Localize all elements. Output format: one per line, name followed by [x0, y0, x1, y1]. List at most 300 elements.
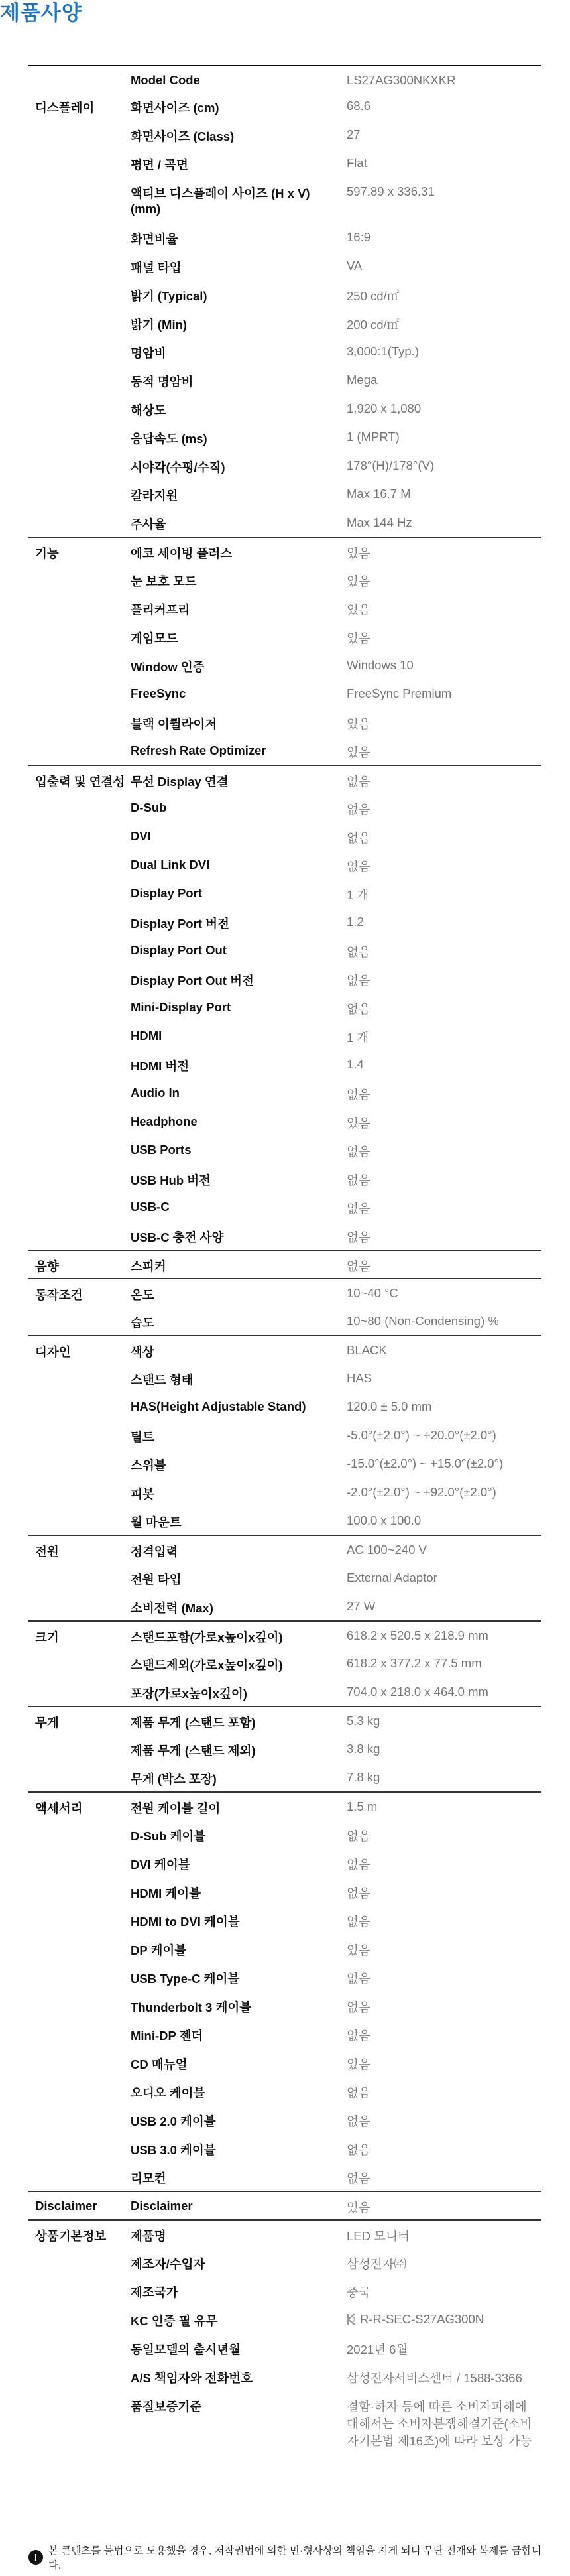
spec-category: [28, 395, 129, 423]
spec-row: [28, 708, 542, 737]
spec-value: 7.8 kg: [347, 1770, 380, 1784]
spec-category: [28, 252, 129, 281]
spec-row: [28, 2248, 542, 2277]
spec-value: 없음: [347, 1858, 370, 1872]
spec-row: [28, 2163, 542, 2191]
spec-label: Mini-DP 젠더: [131, 2029, 203, 2043]
spec-row: [28, 1079, 542, 1108]
spec-label: 무선 Display 연결: [129, 765, 347, 794]
spec-row: [28, 1935, 542, 1963]
spec-value: 있음: [347, 745, 370, 759]
spec-row: [28, 2106, 542, 2134]
spec-category: [28, 2391, 129, 2457]
spec-value: Max 16.7 M: [347, 487, 411, 501]
spec-value: 없음: [347, 860, 370, 873]
spec-value: Windows 10: [347, 658, 414, 672]
spec-value: 없음: [347, 765, 542, 794]
spec-value: 27: [347, 127, 361, 141]
spec-label: 응답속도 (ms): [131, 432, 207, 446]
spec-category: [28, 281, 129, 309]
spec-value: 1 개: [347, 1031, 369, 1045]
spec-label: HDMI: [131, 1029, 162, 1043]
spec-category: [28, 1307, 129, 1336]
spec-category: [28, 1678, 129, 1707]
spec-row: [28, 509, 542, 537]
spec-label: 화면비율: [131, 232, 178, 246]
spec-category: 액세서리: [28, 1792, 129, 1821]
spec-value: 1 개: [347, 888, 369, 902]
spec-label: 블랙 이퀄라이저: [131, 717, 217, 731]
spec-category: [28, 1592, 129, 1621]
spec-value: 삼성전자서비스센터 / 1588-3366: [347, 2371, 522, 2385]
spec-row: [28, 309, 542, 338]
spec-value: -15.0°(±2.0°) ~ +15.0°(±2.0°): [347, 1456, 504, 1470]
spec-value: 없음: [347, 1173, 370, 1187]
spec-row: [28, 1592, 542, 1621]
spec-category: [28, 1564, 129, 1592]
spec-value: 없음: [347, 1230, 370, 1244]
spec-row: [28, 1963, 542, 1992]
spec-value: 178°(H)/178°(V): [347, 458, 435, 472]
spec-value: 3,000:1(Typ.): [347, 344, 420, 358]
spec-value: 1.4: [347, 1057, 364, 1071]
spec-label: 제조국가: [131, 2286, 178, 2299]
spec-category: [28, 965, 129, 994]
spec-label: USB Type-C 케이블: [131, 1972, 240, 1986]
spec-label: 플리커프리: [131, 603, 190, 617]
spec-label: A/S 책임자와 전화번호: [131, 2371, 253, 2385]
spec-category: [28, 623, 129, 651]
spec-row: [28, 1507, 542, 1535]
spec-row: [28, 1707, 542, 1735]
spec-category: [28, 66, 129, 92]
spec-value: VA: [347, 259, 363, 273]
spec-row: [28, 908, 542, 936]
spec-label: Display Port 버전: [131, 917, 229, 931]
spec-row: [28, 2277, 542, 2305]
spec-category: [28, 309, 129, 338]
spec-row: [28, 1108, 542, 1136]
spec-row: [28, 149, 542, 178]
spec-category: [28, 594, 129, 623]
spec-category: [28, 121, 129, 149]
spec-category: [28, 1421, 129, 1450]
spec-value: LED 모니터: [347, 2220, 542, 2248]
spec-label: DP 케이블: [131, 1943, 187, 1957]
kc-number: R-R-SEC-S27AG300N: [360, 2312, 484, 2326]
spec-category: 무게: [28, 1707, 129, 1735]
spec-category: [28, 2049, 129, 2077]
spec-label: 포장(가로x높이x깊이): [131, 1687, 247, 1701]
spec-label: 패널 타입: [131, 261, 182, 275]
spec-row: [28, 537, 542, 566]
spec-row: [28, 224, 542, 252]
spec-row: [28, 1992, 542, 2020]
spec-row: [28, 1022, 542, 1051]
spec-value: 없음: [347, 2114, 370, 2128]
spec-label: 틸트: [131, 1430, 154, 1444]
spec-label: HDMI 케이블: [131, 1886, 201, 1900]
spec-category: [28, 680, 129, 708]
spec-row: [28, 1621, 542, 1649]
spec-category: [28, 366, 129, 395]
spec-category: [28, 1849, 129, 1878]
spec-row: [28, 1478, 542, 1507]
spec-value: 있음: [347, 574, 370, 588]
spec-row: [28, 1906, 542, 1935]
spec-row: [28, 2334, 542, 2362]
spec-row: [28, 965, 542, 994]
spec-row: [28, 2020, 542, 2049]
spec-label: 품질보증기준: [131, 2400, 202, 2414]
spec-category: [28, 509, 129, 537]
spec-value: 없음: [347, 945, 370, 959]
spec-value: 없음: [347, 1088, 370, 1102]
spec-label: 해상도: [131, 403, 166, 417]
spec-label: Thunderbolt 3 케이블: [131, 2000, 252, 2014]
spec-value: 없음: [347, 2086, 370, 2100]
spec-value: 없음: [347, 1915, 370, 1929]
spec-value: 없음: [347, 1145, 370, 1159]
spec-value: Max 144 Hz: [347, 515, 412, 529]
spec-value: FreeSync Premium: [347, 686, 452, 700]
spec-label: 동일모델의 출시년월: [131, 2343, 241, 2356]
spec-label: 온도: [129, 1279, 347, 1307]
spec-label: 스탠드제외(가로x높이x깊이): [131, 1658, 283, 1672]
spec-category: [28, 1478, 129, 1507]
spec-label: 스위블: [131, 1458, 166, 1472]
spec-row: [28, 1821, 542, 1849]
spec-label: 화면사이즈 (Class): [131, 129, 235, 143]
spec-category: [28, 1935, 129, 1963]
spec-label: 제조자/수입자: [131, 2257, 205, 2271]
spec-label: Display Port: [131, 886, 202, 900]
spec-label: 스탠드포함(가로x높이x깊이): [129, 1621, 347, 1649]
spec-category: [28, 794, 129, 822]
spec-category: Disclaimer: [28, 2191, 129, 2220]
spec-category: [28, 1051, 129, 1079]
spec-value: 2021년 6월: [347, 2343, 408, 2356]
spec-value: 10~80 (Non-Condensing) %: [347, 1314, 499, 1328]
spec-label: 제품 무게 (스탠드 포함): [129, 1707, 347, 1735]
spec-label: 전원 케이블 길이: [129, 1792, 347, 1821]
spec-category: 기능: [28, 537, 129, 566]
spec-row: [28, 1279, 542, 1307]
spec-row: [28, 1364, 542, 1393]
spec-value: 1.5 m: [347, 1792, 542, 1821]
spec-category: [28, 2277, 129, 2305]
copyright-notice: [28, 2543, 542, 2572]
spec-category: [28, 1108, 129, 1136]
spec-row: [28, 680, 542, 708]
spec-category: [28, 994, 129, 1022]
spec-label: 스탠드 형태: [131, 1373, 194, 1387]
spec-row: [28, 2077, 542, 2106]
spec-row: [28, 2220, 542, 2248]
spec-category: [28, 2077, 129, 2106]
spec-value: 없음: [347, 2143, 370, 2157]
spec-value: 있음: [347, 631, 370, 645]
spec-category: [28, 2106, 129, 2134]
spec-row: [28, 252, 542, 281]
spec-label: D-Sub: [131, 801, 167, 814]
spec-label: USB-C: [131, 1200, 170, 1214]
spec-row: [28, 1735, 542, 1764]
spec-category: [28, 1022, 129, 1051]
spec-row: [28, 1421, 542, 1450]
spec-category: [28, 708, 129, 737]
copyright-text: 본 콘텐츠를 불법으로 도용했을 경우, 저작권법에 의한 민·형사상의 책임을 지게 되니 무단 전재와 복제를 금합니다.: [48, 2545, 542, 2571]
spec-table-container: [28, 65, 542, 2457]
spec-category: [28, 1821, 129, 1849]
spec-value: 250 cd/㎡: [347, 289, 400, 303]
spec-value: -2.0°(±2.0°) ~ +92.0°(±2.0°): [347, 1485, 496, 1499]
spec-category: [28, 480, 129, 509]
spec-value: External Adaptor: [347, 1571, 437, 1584]
spec-label: 액티브 디스플레이 사이즈 (H x V) (mm): [131, 186, 310, 216]
spec-value: 중국: [347, 2286, 370, 2299]
spec-row: [28, 1336, 542, 1364]
spec-row: [28, 1222, 542, 1250]
spec-label: 소비전력 (Max): [131, 1601, 213, 1615]
spec-row: [28, 1849, 542, 1878]
spec-value: AC 100~240 V: [347, 1535, 542, 1564]
spec-value: 없음: [347, 2029, 370, 2043]
spec-value: BLACK: [347, 1336, 542, 1364]
spec-value: 있음: [347, 2057, 370, 2071]
spec-label: 피봇: [131, 1487, 154, 1501]
spec-label: 밝기 (Min): [131, 318, 188, 332]
spec-label: USB 2.0 케이블: [131, 2114, 216, 2128]
spec-value: 없음: [347, 1002, 370, 1016]
spec-row: [28, 851, 542, 879]
spec-value: 3.8 kg: [347, 1742, 380, 1756]
spec-row: [28, 92, 542, 121]
spec-row: [28, 623, 542, 651]
spec-value: 없음: [347, 2171, 370, 2185]
spec-row: [28, 121, 542, 149]
spec-value: 있음: [347, 717, 370, 731]
spec-value: 있음: [347, 1116, 370, 1130]
spec-row: [28, 423, 542, 452]
spec-label: FreeSync: [131, 686, 186, 700]
spec-label: 동적 명암비: [131, 375, 194, 389]
spec-label: 색상: [129, 1336, 347, 1364]
spec-value: [347, 2305, 542, 2334]
spec-label: 밝기 (Typical): [131, 289, 207, 303]
spec-value: 없음: [347, 1250, 542, 1279]
spec-value: 27 W: [347, 1599, 376, 1613]
spec-category: [28, 822, 129, 851]
spec-category: [28, 1193, 129, 1222]
spec-category: [28, 851, 129, 879]
spec-row: [28, 2391, 542, 2457]
spec-row: [28, 566, 542, 594]
spec-category: [28, 1507, 129, 1535]
spec-row: [28, 1535, 542, 1564]
spec-row: [28, 1307, 542, 1336]
spec-label: 제품명: [129, 2220, 347, 2248]
spec-category: [28, 936, 129, 965]
spec-category: 전원: [28, 1535, 129, 1564]
spec-value: 있음: [347, 537, 542, 566]
spec-value: 없음: [347, 1829, 370, 1843]
spec-label: Dual Link DVI: [131, 858, 210, 871]
spec-label: 에코 세이빙 플러스: [129, 537, 347, 566]
spec-value: 없음: [347, 831, 370, 845]
warning-icon: !: [28, 2550, 43, 2565]
spec-category: 동작조건: [28, 1279, 129, 1307]
spec-row: [28, 178, 542, 224]
kc-certification-icon: [347, 2313, 357, 2325]
spec-value: LS27AG300NKXKR: [347, 73, 456, 87]
spec-value: 618.2 x 520.5 x 218.9 mm: [347, 1621, 542, 1649]
spec-category: [28, 1393, 129, 1421]
spec-row: [28, 2049, 542, 2077]
spec-label: HDMI to DVI 케이블: [131, 1915, 240, 1929]
spec-category: [28, 2163, 129, 2191]
spec-row: [28, 1393, 542, 1421]
spec-label: KC 인증 필 유무: [131, 2314, 218, 2328]
spec-value: 없음: [347, 974, 370, 988]
spec-label: 무게 (박스 포장): [131, 1772, 217, 1786]
spec-row: [28, 1649, 542, 1678]
spec-row: [28, 737, 542, 765]
spec-label: D-Sub 케이블: [131, 1829, 206, 1843]
spec-row: [28, 794, 542, 822]
spec-row: [28, 1165, 542, 1193]
spec-value: 삼성전자㈜: [347, 2257, 406, 2271]
spec-row: [28, 2134, 542, 2163]
spec-label: Refresh Rate Optimizer: [131, 743, 266, 757]
spec-label: 정격입력: [129, 1535, 347, 1564]
spec-value: 68.6: [347, 99, 371, 113]
spec-row: [28, 2305, 542, 2334]
spec-category: [28, 1364, 129, 1393]
spec-value: 없음: [347, 1202, 370, 1216]
spec-category: 상품기본정보: [28, 2220, 129, 2248]
spec-category: 디스플레이: [35, 101, 95, 115]
spec-category: [28, 1735, 129, 1764]
spec-label: HDMI 버전: [131, 1059, 190, 1073]
spec-label: 월 마운트: [131, 1515, 182, 1529]
spec-category: [28, 908, 129, 936]
page-title: 제품사양: [0, 1, 82, 25]
spec-label: Audio In: [131, 1086, 180, 1100]
spec-category: 입출력 및 연결성: [28, 765, 129, 794]
spec-label: 명암비: [131, 346, 166, 360]
spec-value: 704.0 x 218.0 x 464.0 mm: [347, 1685, 488, 1699]
spec-label: Disclaimer: [129, 2191, 347, 2220]
spec-value: 5.3 kg: [347, 1707, 542, 1735]
spec-category: [28, 879, 129, 908]
spec-row: [28, 1250, 542, 1279]
spec-label: Display Port Out 버전: [131, 974, 254, 988]
spec-row: [28, 480, 542, 509]
spec-category: [28, 2334, 129, 2362]
spec-category: [28, 566, 129, 594]
spec-category: [28, 1764, 129, 1792]
spec-value: 1.2: [347, 915, 364, 929]
spec-category: [28, 1963, 129, 1992]
spec-label: 스피커: [129, 1250, 347, 1279]
spec-category: [28, 178, 129, 224]
spec-category: [28, 1136, 129, 1165]
spec-category: [28, 2305, 129, 2334]
spec-label: 시야각(수평/수직): [131, 460, 225, 474]
spec-label: Window 인증: [131, 660, 205, 674]
spec-label: USB 3.0 케이블: [131, 2143, 216, 2157]
spec-value: 1,920 x 1,080: [347, 401, 422, 415]
spec-label: Headphone: [131, 1114, 198, 1128]
spec-value: 200 cd/㎡: [347, 318, 400, 332]
spec-category: [28, 1450, 129, 1478]
spec-category: [28, 1906, 129, 1935]
spec-value: -5.0°(±2.0°) ~ +20.0°(±2.0°): [347, 1428, 496, 1442]
spec-value: 없음: [347, 2000, 370, 2014]
spec-label: CD 매뉴얼: [131, 2057, 188, 2071]
spec-category: 음향: [28, 1250, 129, 1279]
spec-row: [28, 1193, 542, 1222]
spec-category: [28, 338, 129, 366]
spec-row: [28, 366, 542, 395]
spec-value: 결함·하자 등에 따른 소비자피해에 대해서는 소비자분쟁해결기준(소비자기본법 제16조)에 따라 보상 가능: [347, 2400, 532, 2448]
spec-row: [28, 338, 542, 366]
spec-label: 습도: [131, 1316, 154, 1330]
spec-value: 있음: [347, 1943, 370, 1957]
spec-value: 618.2 x 377.2 x 77.5 mm: [347, 1656, 482, 1670]
spec-label: 주사율: [131, 517, 166, 531]
spec-row: [28, 879, 542, 908]
spec-row: [28, 2191, 542, 2220]
spec-category: [28, 2362, 129, 2391]
spec-value: 120.0 ± 5.0 mm: [347, 1399, 432, 1413]
spec-row: [28, 452, 542, 480]
spec-category: [28, 1222, 129, 1250]
spec-category: [28, 1165, 129, 1193]
spec-row: [28, 936, 542, 965]
spec-row: [28, 822, 542, 851]
spec-label: HAS(Height Adjustable Stand): [131, 1399, 306, 1413]
spec-category: [28, 2020, 129, 2049]
spec-row: [28, 1678, 542, 1707]
spec-label: 리모컨: [131, 2171, 166, 2185]
spec-label: 칼라지원: [131, 489, 178, 503]
spec-value: 100.0 x 100.0: [347, 1513, 422, 1527]
spec-category: 크기: [28, 1621, 129, 1649]
spec-label: USB Ports: [131, 1143, 192, 1157]
spec-category: [28, 2248, 129, 2277]
spec-label: DVI: [131, 829, 151, 843]
spec-value: 10~40 °C: [347, 1279, 542, 1307]
spec-label: 게임모드: [131, 631, 178, 645]
spec-label: DVI 케이블: [131, 1858, 190, 1872]
spec-value: 있음: [347, 2191, 542, 2220]
spec-label: Mini-Display Port: [131, 1000, 231, 1014]
spec-label: USB Hub 버전: [131, 1173, 211, 1187]
spec-label: 전원 타입: [131, 1573, 182, 1586]
spec-category: [28, 1649, 129, 1678]
spec-value: Mega: [347, 373, 378, 387]
spec-row: [28, 1450, 542, 1478]
spec-value: 1 (MPRT): [347, 430, 400, 444]
spec-row: [28, 1792, 542, 1821]
spec-row: [28, 281, 542, 309]
spec-category: [28, 737, 129, 765]
spec-row: [28, 395, 542, 423]
spec-row: [28, 1764, 542, 1792]
spec-category: [28, 452, 129, 480]
